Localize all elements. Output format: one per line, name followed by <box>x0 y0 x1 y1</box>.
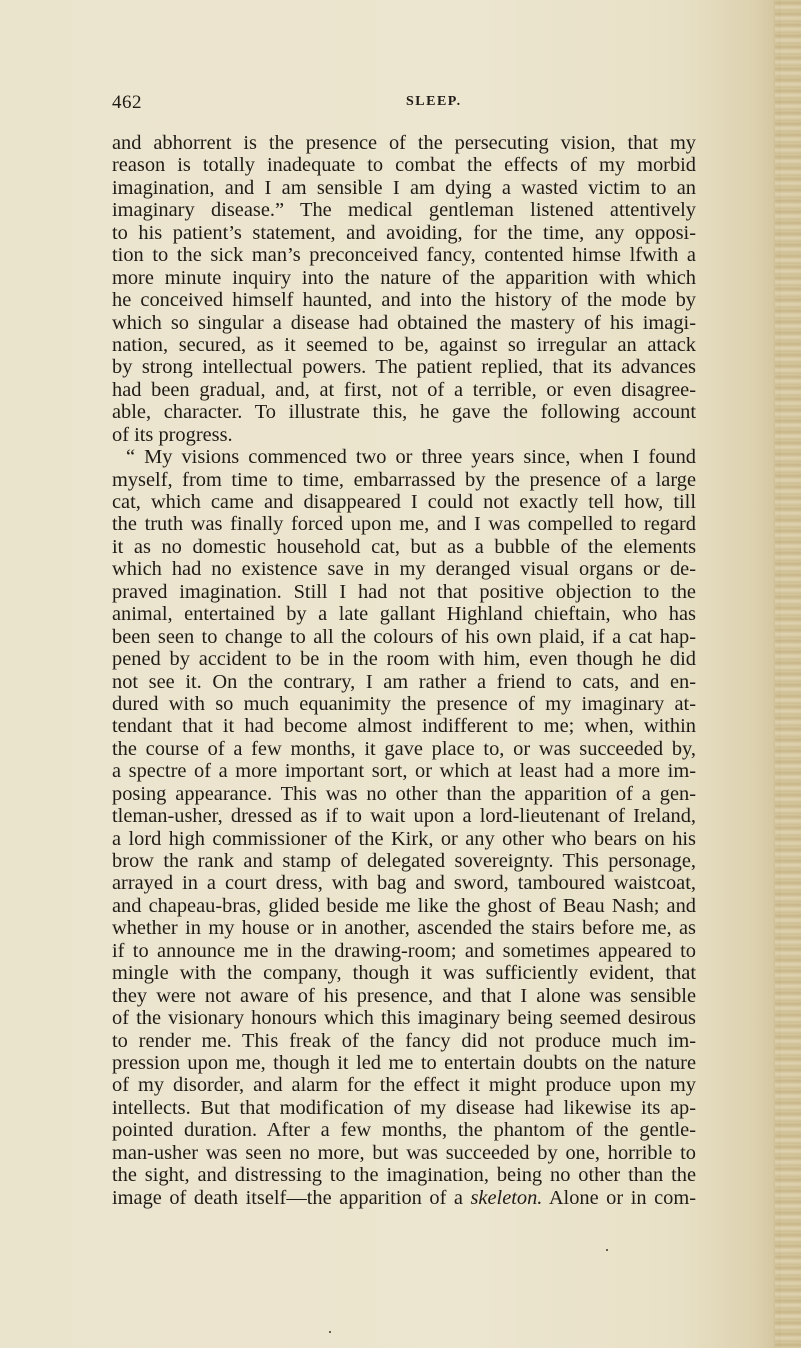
text-line: a lord high commissioner of the Kirk, or any other who bears on his <box>112 827 696 850</box>
text-line: pened by accident to be in the room with him, even though he did <box>112 648 696 671</box>
text-line: it as no domestic household cat, but as a bubble of the elements <box>112 535 696 558</box>
text-line: he conceived himself haunted, and into the history of the mode by <box>112 289 696 312</box>
text-line: which so singular a disease had obtained the mastery of his imagi- <box>112 311 696 334</box>
text-line: to render me. This freak of the fancy did not produce much im- <box>112 1029 696 1052</box>
final-line-before: image of death itself—the apparition of a <box>112 1186 471 1209</box>
text-line: pointed duration. After a few months, the phantom of the gentle- <box>112 1119 696 1142</box>
running-head: SLEEP. <box>406 94 462 109</box>
text-line: of the visionary honours which this imaginary being seemed desirous <box>112 1007 696 1030</box>
text-line: which had no existence save in my deranged visual organs or de- <box>112 558 696 581</box>
text-line: mingle with the company, though it was sufficiently evident, that <box>112 962 696 985</box>
text-line: they were not aware of his presence, and that I alone was sensible <box>112 984 696 1007</box>
text-line: to his patient’s statement, and avoiding, for the time, any opposi- <box>112 221 696 244</box>
text-line: cat, which came and disappeared I could not exactly tell how, till <box>112 491 696 513</box>
text-line: myself, from time to time, embarrassed by the presence of a large <box>112 468 696 491</box>
page-number: 462 <box>112 92 142 113</box>
text-line: of my disorder, and alarm for the effect it might produce upon my <box>112 1074 696 1097</box>
text-line: man-usher was seen no more, but was succeeded by one, horrible to <box>112 1141 696 1164</box>
text-line: whether in my house or in another, ascended the stairs before me, as <box>112 917 696 940</box>
body-text <box>112 132 696 1209</box>
text-line: pression upon me, though it led me to entertain doubts on the nature <box>112 1051 696 1074</box>
text-line: the sight, and distressing to the imagination, being no other than the <box>112 1164 696 1187</box>
text-line: of its progress. <box>112 423 233 446</box>
text-line: nation, secured, as it seemed to be, against so irregular an attack <box>112 333 696 356</box>
text-line: had been gradual, and, at first, not of a terrible, or even disagree- <box>112 378 696 401</box>
text-line: arrayed in a court dress, with bag and sword, tamboured waistcoat, <box>112 872 696 895</box>
text-line: not see it. On the contrary, I am rather a friend to cats, and en- <box>112 670 696 693</box>
final-line-after: Alone or in com- <box>542 1186 696 1209</box>
text-line: if to announce me in the drawing-room; and sometimes appeared to <box>112 939 696 962</box>
text-line: tendant that it had become almost indifferent to me; when, within <box>112 715 696 738</box>
page-header <box>112 92 692 118</box>
text-line: dured with so much equanimity the presence of my imaginary at- <box>112 692 696 715</box>
text-line: and abhorrent is the presence of the persecuting vision, that my <box>112 132 696 154</box>
text-line: reason is totally inadequate to combat the effects of my morbid <box>112 154 696 177</box>
text-line: a spectre of a more important sort, or which at least had a more im- <box>112 760 696 783</box>
text-line: intellects. But that modification of my disease had likewise its ap- <box>112 1096 696 1119</box>
text-line: “ My visions commenced two or three years since, when I found <box>126 446 696 469</box>
italic-word-skeleton: skeleton. <box>470 1186 543 1209</box>
text-line: more minute inquiry into the nature of the apparition with which <box>112 266 696 289</box>
print-speck <box>329 1331 331 1333</box>
text-line: been seen to change to all the colours of his own plaid, if a cat hap- <box>112 625 696 648</box>
text-line: the truth was finally forced upon me, and I was compelled to regard <box>112 513 696 536</box>
text-line: the course of a few months, it gave place to, or was succeeded by, <box>112 737 696 760</box>
text-line: tleman-usher, dressed as if to wait upon a lord-lieutenant of Ireland, <box>112 805 696 828</box>
text-line: imagination, and I am sensible I am dying a wasted victim to an <box>112 176 696 199</box>
text-line: animal, entertained by a late gallant Highland chieftain, who has <box>112 603 696 626</box>
text-line: able, character. To illustrate this, he gave the following account <box>112 401 696 424</box>
final-text-line <box>112 1187 696 1209</box>
text-line: brow the rank and stamp of delegated sovereignty. This personage, <box>112 850 696 872</box>
text-line: and chapeau-bras, glided beside me like the ghost of Beau Nash; and <box>112 894 696 917</box>
print-speck <box>606 1249 608 1251</box>
text-line: praved imagination. Still I had not that positive objection to the <box>112 580 696 603</box>
text-line: posing appearance. This was no other than the apparition of a gen- <box>112 782 696 805</box>
page-edge <box>775 0 801 1348</box>
text-line: imaginary disease.” The medical gentleman listened attentively <box>112 199 696 222</box>
text-line: tion to the sick man’s preconceived fancy, contented himse lfwith a <box>112 244 696 267</box>
text-line: by strong intellectual powers. The patient replied, that its advances <box>112 356 696 379</box>
